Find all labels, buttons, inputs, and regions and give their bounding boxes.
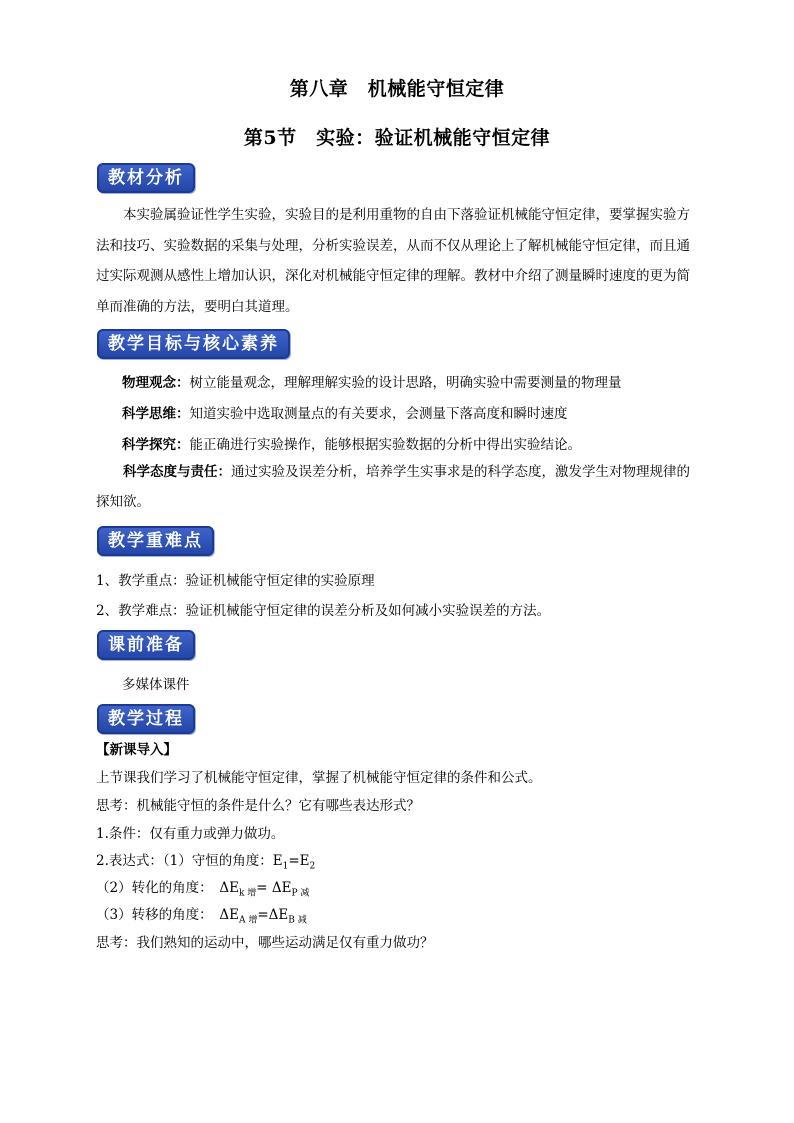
formula-subscript: A 增 bbox=[238, 915, 258, 926]
heading-process: 教学过程 bbox=[97, 704, 195, 734]
goal-text: 能正确进行实验操作，能够根据实验数据的分析中得出实验结论。 bbox=[189, 437, 581, 453]
formula-subscript: 1 bbox=[282, 861, 289, 872]
new-lesson-subheading: 【新课导入】 bbox=[96, 742, 177, 758]
analysis-paragraph: 本实验属验证性学生实验，实验目的是利用重物的自由下落验证机械能守恒定律，要掌握实验方法和技巧、实验数据的采集与处理，分析实验误差，从而不仅从理论上了解机械能守恒定律，而且通过实际观测从感性上增加认识，深化对机械能守恒定律的理解。教材中介绍了测量瞬时速度的更为简单而准确的方法，要明白其道理。 bbox=[96, 207, 690, 315]
goal-label: 科学思维： bbox=[122, 406, 190, 422]
formula-subscript: 2 bbox=[309, 861, 316, 872]
formula-text: （2）转化的角度： ΔE bbox=[96, 880, 239, 896]
formula-text: =ΔE bbox=[257, 907, 289, 923]
formula-text: = ΔE bbox=[256, 880, 292, 896]
heading-preparation: 课前准备 bbox=[97, 630, 195, 660]
closing-question: 思考：我们熟知的运动中，哪些运动满足仅有重力做功？ bbox=[96, 935, 434, 951]
formula-conversion bbox=[96, 876, 309, 899]
heading-analysis: 教材分析 bbox=[97, 163, 195, 193]
goal-text: 树立能量观念，理解理解实验的设计思路，明确实验中需要测量的物理量 bbox=[189, 375, 622, 391]
goal-item bbox=[122, 371, 622, 391]
goal-item bbox=[122, 433, 581, 453]
goal-label: 科学探究： bbox=[122, 437, 190, 453]
goal-text: 通过实验及误差分析，培养学生实事求是的科学态度，激发学生对物理规律的探知欲。 bbox=[96, 464, 690, 510]
key-point-item: 2、教学难点：验证机械能守恒定律的误差分析及如何减小实验误差的方法。 bbox=[96, 603, 551, 619]
preparation-text: 多媒体课件 bbox=[122, 677, 190, 693]
goal-text: 知道实验中选取测量点的有关要求，会测量下落高度和瞬时速度 bbox=[189, 406, 568, 422]
chapter-title: 第八章 机械能守恒定律 bbox=[289, 78, 505, 100]
formula-text: =E bbox=[288, 853, 310, 869]
goal-label: 科学态度与责任： bbox=[123, 464, 231, 480]
section-title: 第5节 实验：验证机械能守恒定律 bbox=[243, 127, 551, 149]
heading-goals: 教学目标与核心素养 bbox=[97, 329, 290, 359]
key-point-item: 1、教学重点：验证机械能守恒定律的实验原理 bbox=[96, 573, 375, 589]
goal-item bbox=[122, 402, 568, 422]
process-line: 1.条件：仅有重力或弹力做功。 bbox=[96, 826, 285, 842]
goal-item bbox=[96, 457, 702, 517]
formula-conservation bbox=[96, 849, 315, 872]
formula-transfer bbox=[96, 903, 307, 926]
heading-key-points: 教学重难点 bbox=[97, 526, 214, 556]
process-line: 上节课我们学习了机械能守恒定律，掌握了机械能守恒定律的条件和公式。 bbox=[96, 770, 542, 786]
goal-label: 物理观念： bbox=[122, 375, 190, 391]
process-line: 思考：机械能守恒的条件是什么？它有哪些表达形式？ bbox=[96, 798, 420, 814]
formula-text: （3）转移的角度： ΔE bbox=[96, 907, 239, 923]
formula-text: 2.表达式：（1）守恒的角度：E bbox=[96, 853, 283, 869]
formula-subscript: k 增 bbox=[238, 888, 257, 899]
formula-subscript: P 减 bbox=[291, 888, 310, 899]
formula-subscript: B 减 bbox=[288, 915, 307, 926]
